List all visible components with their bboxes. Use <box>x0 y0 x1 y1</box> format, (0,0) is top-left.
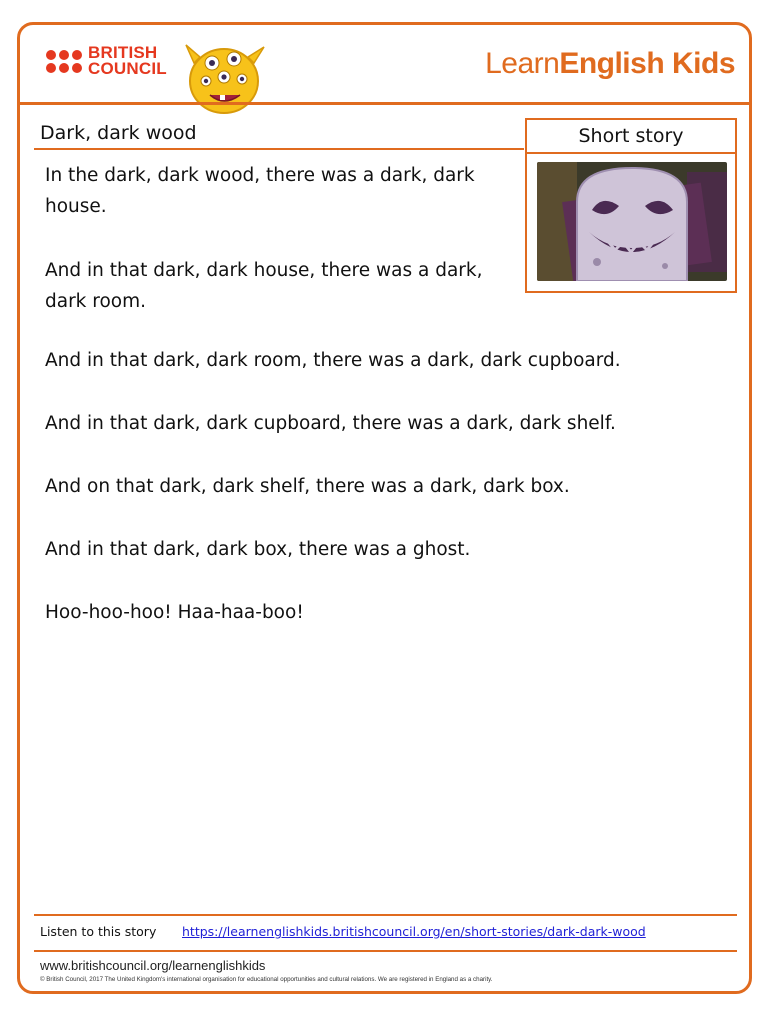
header-divider <box>20 102 749 105</box>
story-paragraph: And in that dark, dark box, there was a ghost. <box>45 539 471 560</box>
brand-line-2: COUNCIL <box>88 59 167 78</box>
story-paragraph: And in that dark, dark room, there was a dark, dark cupboard. <box>45 350 621 371</box>
story-paragraph: And on that dark, dark shelf, there was a dark, dark box. <box>45 476 570 497</box>
british-council-logo <box>46 45 167 77</box>
british-council-dots-icon <box>46 50 82 73</box>
worksheet-frame <box>17 22 752 994</box>
title-row <box>34 120 524 150</box>
story-text <box>45 160 705 628</box>
listen-story-link[interactable]: https://learnenglishkids.britishcouncil.org/en/short-stories/dark-dark-wood <box>182 924 646 939</box>
story-paragraph: And in that dark, dark house, there was a dark, dark room. <box>45 260 483 312</box>
worksheet-header <box>20 25 749 105</box>
brand-line-1: BRITISH <box>88 43 158 62</box>
story-paragraph: Hoo-hoo-hoo! Haa-haa-boo! <box>45 602 304 623</box>
story-title: Dark, dark wood <box>40 122 197 144</box>
footer-divider-top <box>34 914 737 916</box>
story-type-label: Short story <box>527 120 735 154</box>
listen-label: Listen to this story <box>40 924 157 939</box>
website-address: www.britishcouncil.org/learnenglishkids <box>40 958 266 973</box>
copyright-notice: © British Council, 2017 The United Kingdom's international organisation for educational opportunities and cultural relations. We are registered in England as a charity. <box>40 976 493 983</box>
learnenglish-kids-logo: LearnEnglish Kids <box>485 47 735 80</box>
story-paragraph: In the dark, dark wood, there was a dark, dark house. <box>45 165 475 217</box>
footer-divider-bottom <box>34 950 737 952</box>
story-paragraph: And in that dark, dark cupboard, there was a dark, dark shelf. <box>45 413 616 434</box>
